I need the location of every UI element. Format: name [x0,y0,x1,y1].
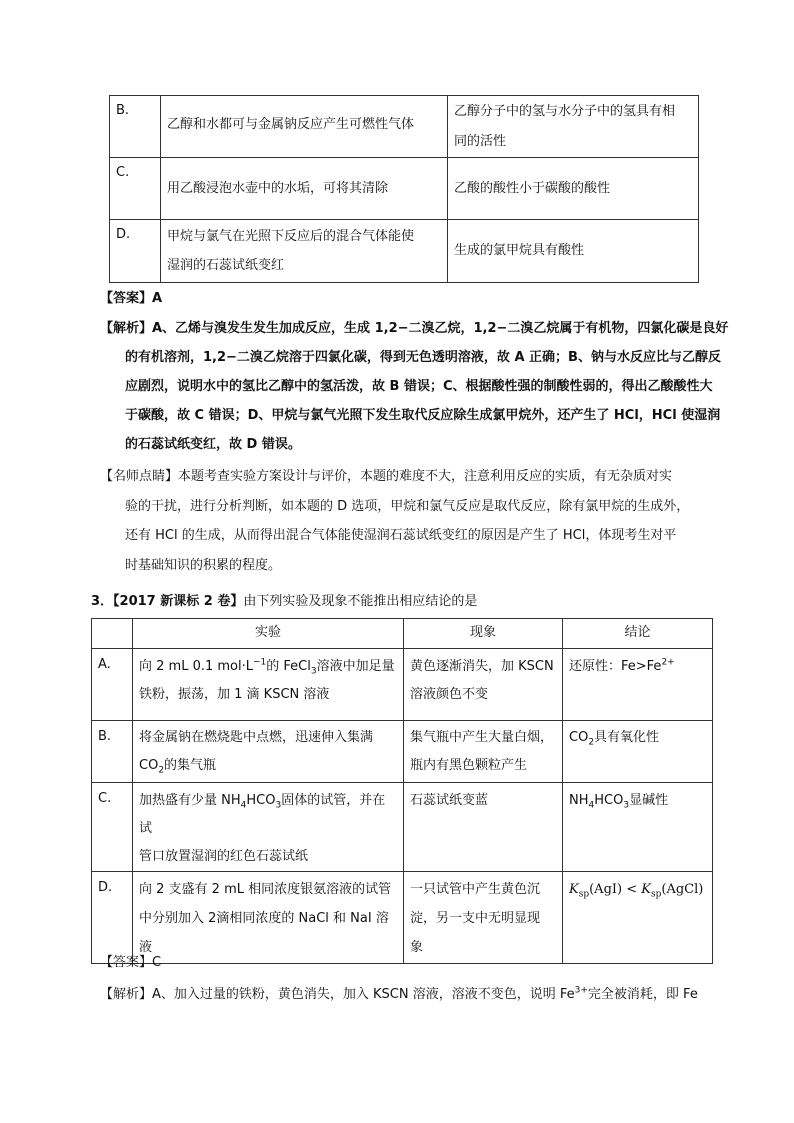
option-label: B. [110,96,161,158]
conclusion-cell [563,872,713,964]
conclusion-cell: 还原性：$Fe>Fe^{2+}$ [563,649,713,721]
table-row [92,783,713,872]
conclusion-cell: 乙酸的酸性小于碳酸的酸性 [448,158,699,220]
table-row [110,158,699,220]
option-label: D. [110,220,161,283]
conclusion-cell: 乙醇分子中的氢与水分子中的氢具有相 同的活性 [448,96,699,158]
option-label: D. [92,872,133,964]
teacher-tip: 【名师点睛】本题考查实验方案设计与评价，本题的难度不大，注意利用反应的实质，有无杂质对实 验的干扰，进行分析判断，如本题的 D 选项，甲烷和氯气反应是取代反应，除有氯甲烷的生成外， 还有 HCl 的生成，从而得出混合气体能使湿润石蕊试纸变红的原因是产生了 HCl，体现考生对平 时基础知识的积累的程度。 [100,469,690,573]
column-header: 实验 [133,619,404,649]
experiment-table-q3 [91,618,713,964]
column-header: 结论 [563,619,713,649]
experiment-cell: 将金属钠在燃烧匙中点燃，迅速伸入集满 $CO_2$的集气瓶 [133,721,404,783]
conclusion-cell: $NH_4HCO_3$显碱性 [563,783,713,872]
observation-cell: 黄色逐渐消失，加 KSCN 溶液颜色不变 [404,649,563,721]
experiment-cell: 加热盛有少量 $NH_4HCO_3$固体的试管，并在试 管口放置湿润的红色石蕊试纸 [133,783,404,872]
option-label: B. [92,721,133,783]
options-table-q2 [109,95,699,283]
option-label: A. [92,649,133,721]
table-row [110,220,699,283]
answer-q3: 【答案】C [100,955,162,970]
experiment-cell: 甲烷与氯气在光照下反应后的混合气体能使 湿润的石蕊试纸变红 [161,220,448,283]
conclusion-cell: 生成的氯甲烷具有酸性 [448,220,699,283]
observation-cell: 一只试管中产生黄色沉 淀，另一支中无明显现 象 [404,872,563,964]
table-row [92,721,713,783]
analysis-q3: 【解析】A、加入过量的铁粉，黄色消失，加入 KSCN 溶液，溶液不变色，说明 $Fe^{3+}$完全被消耗，即 Fe [100,985,698,1002]
option-label: C. [92,783,133,872]
conclusion-cell: $CO_2$具有氧化性 [563,721,713,783]
experiment-cell: 向 2 mL 0.1 $mol\cdot L^{-1}$的 FeCl$_3$溶液中加足量 铁粉，振荡，加 1 滴 KSCN 溶液 [133,649,404,721]
question-3-stem: 3．【2017 新课标 2 卷】由下列实验及现象不能推出相应结论的是 [91,594,478,609]
column-header: 现象 [404,619,563,649]
observation-cell: 集气瓶中产生大量白烟， 瓶内有黑色颗粒产生 [404,721,563,783]
analysis-q2: 【解析】A、乙烯与溴发生发生加成反应，生成 1,2−二溴乙烷，1,2−二溴乙烷属于有机物，四氯化碳是良好 的有机溶剂，1,2−二溴乙烷溶于四氯化碳，得到无色透明溶液，故 A 正确；B、钠与水反应比与乙醇反 应剧烈，说明水中的氢比乙醇中的氢活泼，故 B 错误；C、根据酸性强的制酸性弱的，得出乙酸酸性大 于碳酸，故 C 错误；D、甲烷与氯气光照下发生取代反应除生成氯甲烷外，还产生了 HCl，HCl 使湿润 的石蕊试纸变红，故 D 错误。 [100,321,729,452]
experiment-cell: 乙醇和水都可与金属钠反应产生可燃性气体 [161,96,448,158]
column-header [92,619,133,649]
option-label: C. [110,158,161,220]
table-header-row [92,619,713,649]
ksp-formula: $K_{sp}(AgI)$ < $K_{sp}(AgCl)$ [569,882,704,900]
experiment-cell: 用乙酸浸泡水壶中的水垢，可将其清除 [161,158,448,220]
experiment-cell: 向 2 支盛有 2 mL 相同浓度银氨溶液的试管 中分别加入 2滴相同浓度的 NaCl 和 NaI 溶液 [133,872,404,964]
table-row [110,96,699,158]
answer-q2: 【答案】A [100,291,163,306]
table-row [92,872,713,964]
table-row [92,649,713,721]
observation-cell: 石蕊试纸变蓝 [404,783,563,872]
